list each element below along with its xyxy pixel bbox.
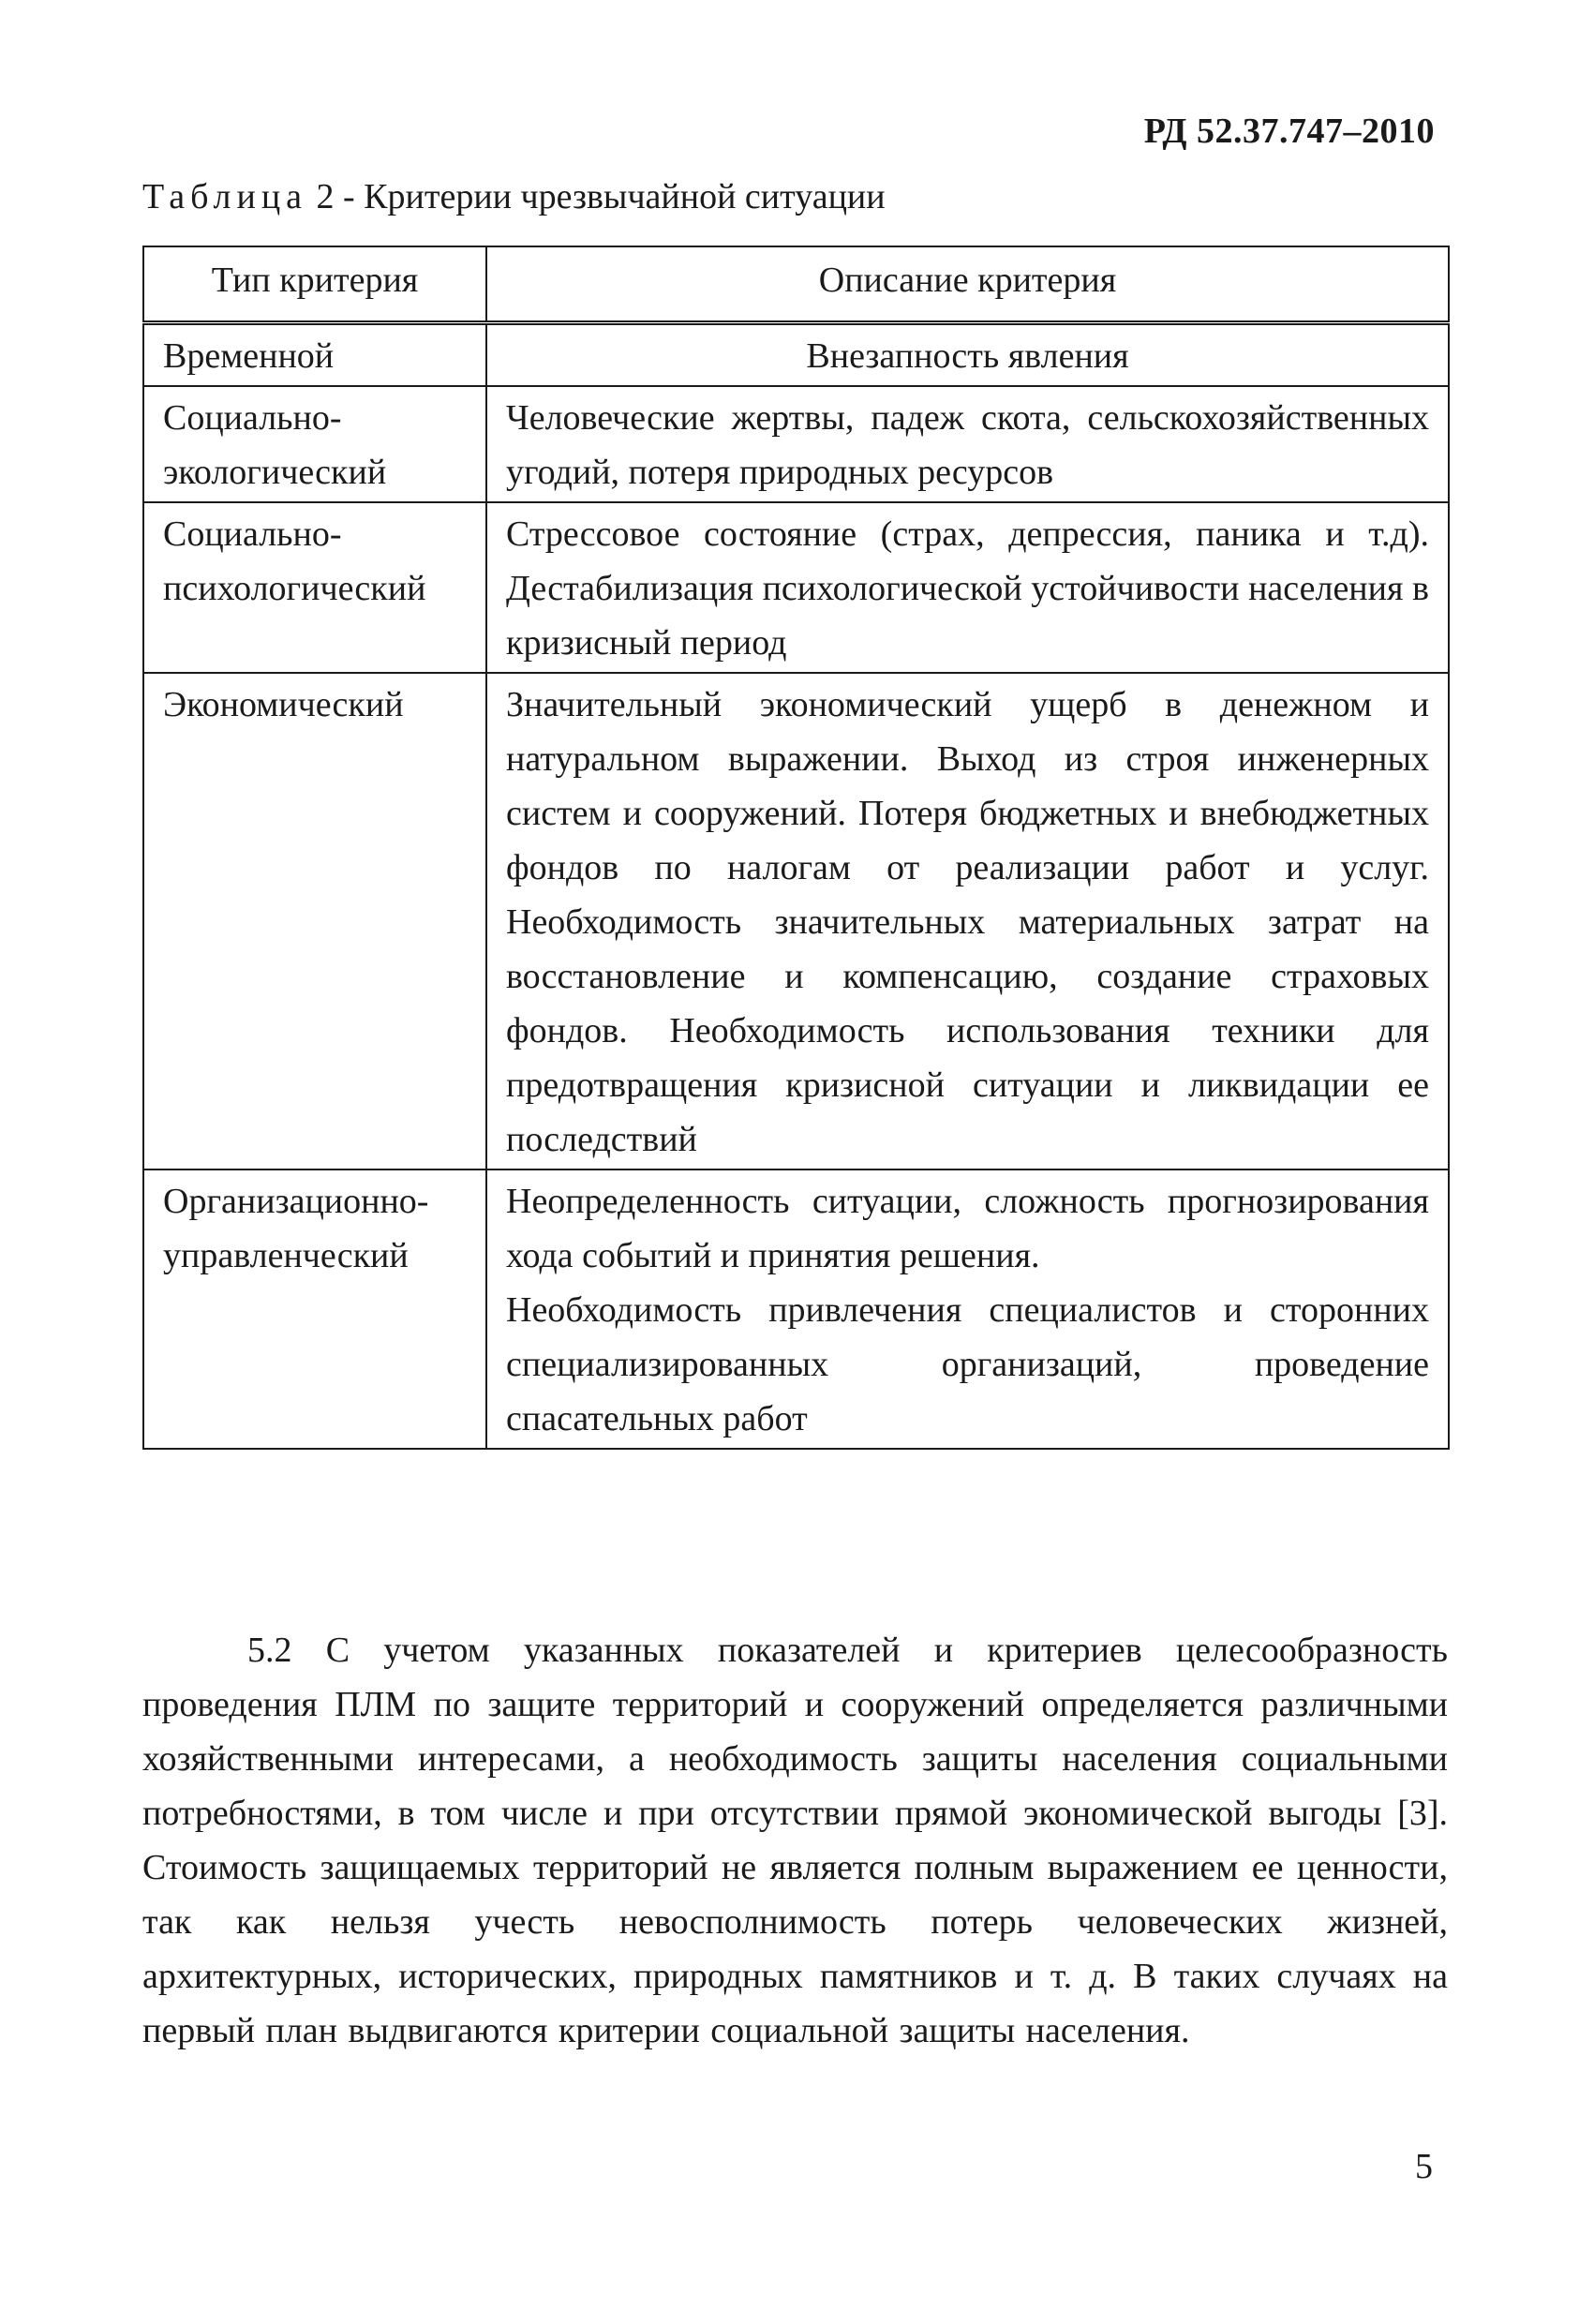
description-text: Неопределенность ситуации, сложность прогнозирования хода событий и принятия решения. [506, 1182, 1429, 1275]
criteria-table [142, 246, 1450, 1450]
document-code: РД 52.37.747–2010 [1143, 112, 1435, 151]
criterion-description [486, 1169, 1449, 1449]
criterion-type: Временной [143, 323, 486, 387]
table-row [143, 1169, 1449, 1449]
description-text: Необходимость привлечения специалистов и сторонних специализированных организаций, проведение спасательных работ [506, 1290, 1429, 1438]
table-row [143, 323, 1449, 387]
column-header-description: Описание критерия [486, 246, 1449, 323]
criterion-description [486, 323, 1449, 387]
table-caption-title: 2 - Критерии чрезвычайной ситуации [316, 177, 886, 216]
column-header-type: Тип критерия [143, 246, 486, 323]
criterion-type: Организационно-управленческий [143, 1169, 486, 1449]
description-text: Стрессовое состояние (страх, депрессия, паника и т.д). Дестабилизация психологической устойчивости населения в кризисный период [506, 514, 1429, 663]
criterion-type: Экономический [143, 673, 486, 1169]
body-paragraph: 5.2 С учетом указанных показателей и критериев целесообразность проведения ПЛМ по защите территорий и сооружений определяется различными хозяйственными интересами, а необходимость защиты населения социальными потребностями, в том числе и при отсутствии прямой экономической выгоды [3]. Стоимость защищаемых территорий не является полным выражением ее ценности, так как нельзя учесть невосполнимость потерь человеческих жизней, архитектурных, исторических, природных памятников и т. д. В таких случаях на первый план выдвигаются критерии социальной защиты населения. [142, 1631, 1448, 2050]
description-text: Значительный экономический ущерб в денежном и натуральном выражении. Выход из строя инженерных систем и сооружений. Потеря бюджетных и внебюджетных фондов по налогам от реализации работ и услуг. Необходимость значительных материальных затрат на восстановление и компенсацию, создание страховых фондов. Необходимость использования техники для предотвращения кризисной ситуации и ликвидации ее последствий [506, 685, 1429, 1159]
criterion-description [486, 673, 1449, 1169]
table-row [143, 673, 1449, 1169]
criterion-description [486, 502, 1449, 673]
description-text: Человеческие жертвы, падеж скота, сельскохозяйственных угодий, потеря природных ресурсов [506, 398, 1429, 492]
criterion-description [486, 386, 1449, 502]
table-caption [142, 176, 886, 217]
criterion-type: Социально-психологический [143, 502, 486, 673]
table-row [143, 502, 1449, 673]
page-number: 5 [1415, 2147, 1433, 2186]
table-caption-label: Таблица [142, 177, 308, 216]
criterion-type: Социально-экологический [143, 386, 486, 502]
table-header-row [143, 246, 1449, 323]
table-row [143, 386, 1449, 502]
description-text: Внезапность явления [806, 336, 1129, 376]
